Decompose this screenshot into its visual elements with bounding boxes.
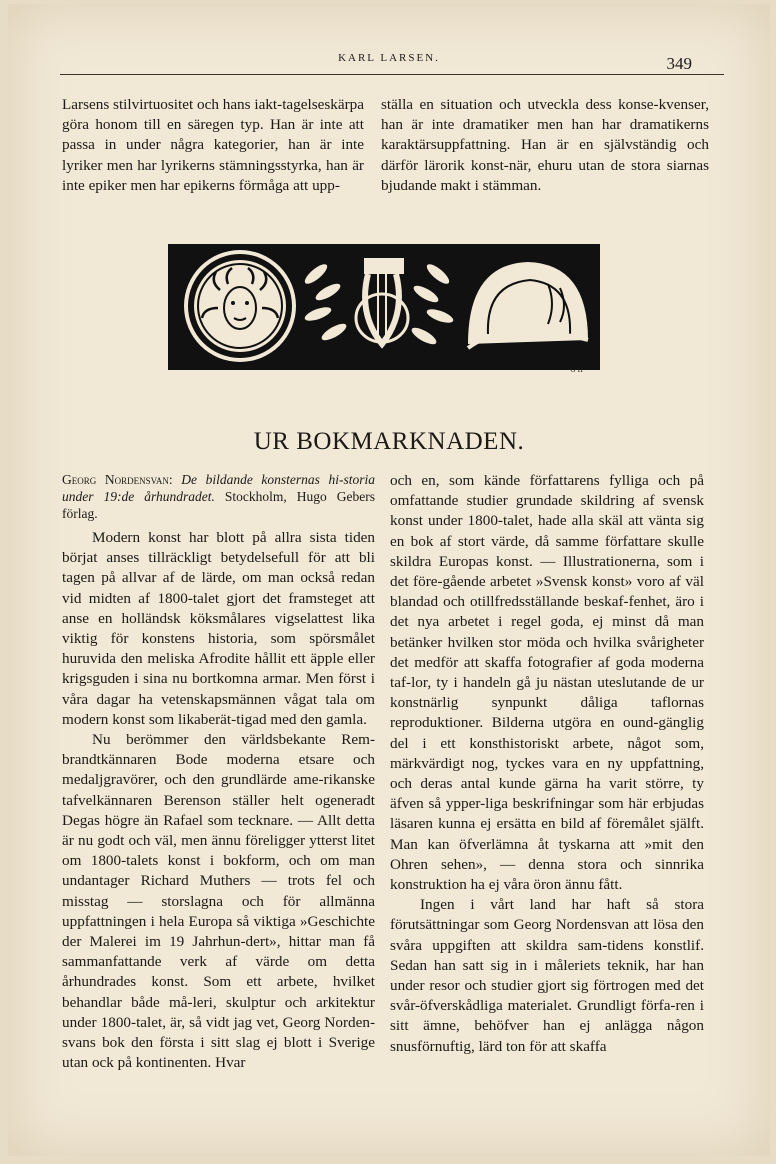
top-right-column (381, 95, 709, 196)
body-paragraph: Nu berömmer den världsbekante Rem-brandtkännaren Bode moderna etsare och medaljgravörer, och den grundlärde ame-rikanske tafvelkännaren Berenson ställer helt ogeneradt Degas högre än Rafael som tecknare. — Allt detta är nu godt och väl, men ännu föreligger ytterst litet om 1800-talets konst i bokform, och om man undantager Richard Muthers — trots fel och misstag — storslagna och för allmänna uppfattningen i hela Europa så viktiga »Geschichte der Malerei im 19 Jahrhun-dert», hittar man få sammanfattande verk af värde om detta århundrades konst. Som ett arbete, hvilket behandlar både må-leri, skulptur och arkitektur under 1800-talet, är, så vidt jag vet, Georg Norden-svans bok den första i sitt slag ej blott i Sverige utan ock på kontinenten. Hvar (62, 731, 375, 1072)
body-paragraph: Modern konst har blott på allra sista tiden börjat anses tillräckligt betydelsefull för att bli tagen på allvar af de lärde, om man också redan vid midten af 1800-talet gjort det framsteget att anse en holländsk köksmålares vigselattest lika viktig för konstens historia, som spörsmålet huruvida den meliska Afrodite hållit ett äpple eller krigsguden i sina nu bortkomna armar. Men först i våra dagar ha vetenskapsmännen vågat tala om modern konst som likaberät-tigad med den gamla. (62, 529, 375, 728)
header-rule (60, 74, 724, 75)
bottom-left-column (62, 471, 375, 1073)
top-right-paragraph: ställa en situation och utveckla dess konse-kvenser, han är inte dramatiker men han har dramatikerns karaktärsuppfattning. Han är en självständig och därför lärorik konst-när, ehuru utan de stora siarnas bjudande makt i stämman. (381, 96, 709, 194)
top-left-column (62, 95, 364, 196)
top-left-paragraph: Larsens stilvirtuositet och hans iakt-tagelseskärpa göra honom till en säregen typ. Han är inte att passa in under några kategorier, han är inte lyriker men har lyrikerns stämningsstyrka, han är inte epiker men har epikerns förmåga att upp- (62, 96, 364, 194)
page-number: 349 (666, 54, 692, 73)
citation-author: Georg Nordensvan: (62, 472, 173, 487)
bottom-right-column (390, 471, 704, 1057)
illustrator-signature: ·G·H· (568, 366, 586, 374)
decorative-vignette (168, 244, 600, 370)
book-citation (62, 471, 375, 522)
citation-title: De bildande konsternas hi-storia under 19:de århundradet. (62, 472, 376, 504)
medusa-shield-icon (184, 250, 296, 362)
citation-publisher: Stockholm, Hugo Gebers förlag. (62, 489, 376, 521)
running-head: KARL LARSEN. (338, 52, 440, 64)
body-paragraph: och en, som kände författarens fylliga och på omfattande studier grundade skildring af svensk konst under 1800-talet, hade alla skäl att vänta sig en bok af stort värde, då samme författare skulle skildra Europas konst. — Illustrationerna, som i det före-gående arbetet »Svensk konst» voro af väl blandad och otillfredsställande beskaf-fenhet, äro i det nya arbetet i regel goda, ej minst då man betänker hvilken stor möda och hvilka svårigheter det medför att skaffa fotografier af goda moderna taf-lor, ty i handeln gå ju nästan uteslutande de ur konstnärlig synpunkt dåliga taflornas reproduktioner. Bilderna utgöra en ound-gänglig del i ett konsthistoriskt arbete, något som, märkvärdigt nog, tyckes vara en ny uppfattning, och deras antal kunde gärna ha varit större, ty äfven så ypper-liga beskrifningar som här erbjudas läsaren kunna ej ersätta en bild af föremålet själft. Man kan öfverlämna åt tyskarna att »mit den Ohren sehen», — denna stora och sinnrika konstruktion ha ej våra öron ännu fått. (390, 472, 704, 894)
book-page (8, 4, 770, 1156)
body-paragraph: Ingen i vårt land har haft så stora förutsättningar som Georg Nordensvan att lösa den svåra uppgiften att skildra sam-tidens konstlif. Sedan han satt sig in i måleriets teknik, har han under resor och studier gjort sig förtrogen med det svår-öfverskådliga materialet. Grundligt förfa-ren i sitt ämne, behöfver han ej anlägga någon snusförnuftig, lärd ton för att skaffa (390, 896, 704, 1055)
section-title: UR BOKMARKNADEN. (253, 428, 525, 455)
